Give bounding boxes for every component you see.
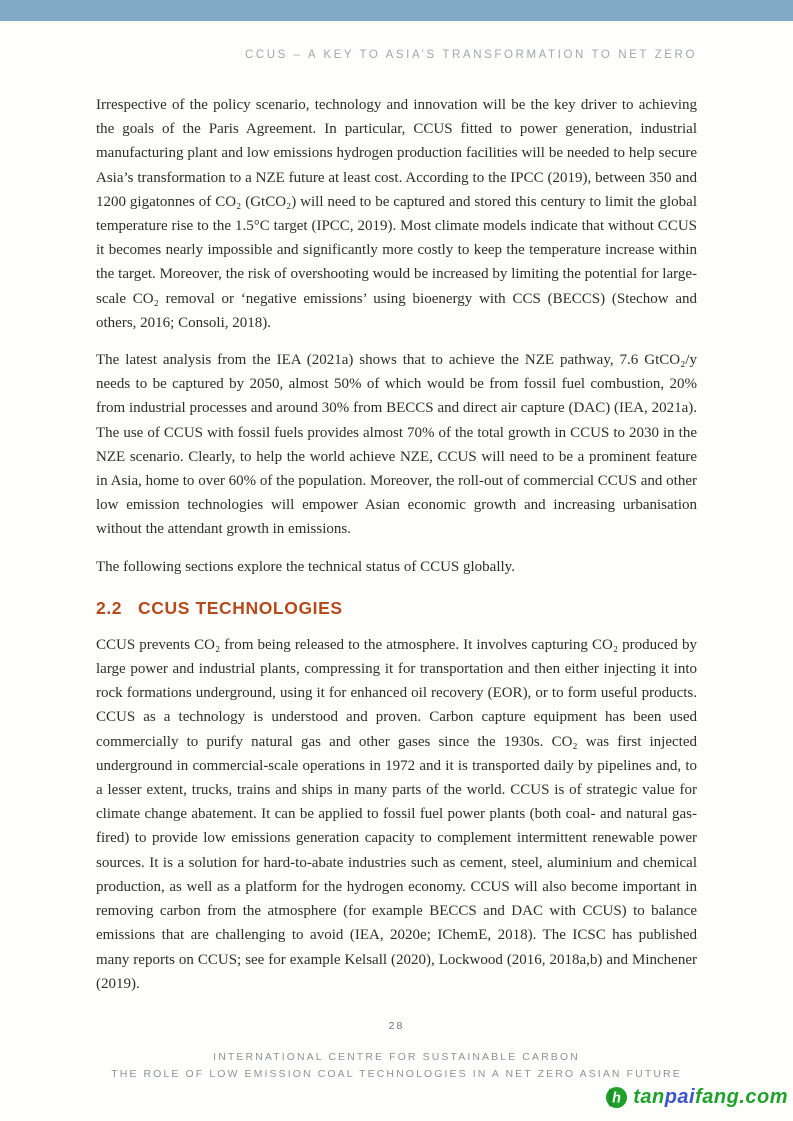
- watermark-text-part: pai: [664, 1086, 696, 1108]
- running-header-title: CCUS – A KEY TO ASIA’S TRANSFORMATION TO NET ZERO: [244, 49, 697, 61]
- watermark-text-part: fang.com: [695, 1086, 788, 1108]
- footer-report-title: THE ROLE OF LOW EMISSION COAL TECHNOLOGIES IN A NET ZERO ASIAN FUTURE: [111, 1068, 682, 1080]
- page-number: 28: [388, 1020, 405, 1032]
- body-paragraph: Irrespective of the policy scenario, technology and innovation will be the key driver to achieving the goals of the Paris Agreement. In particular, CCUS fitted to power generation, industrial manufacturing plant and low emissions hydrogen production facilities will be needed to help secure Asia’s transformation to a NZE future at least cost. According to the IPCC (2019), between 350 and 1200 gigatonnes of CO₂ (GtCO₂) will need to be captured and stored this century to limit the global temperature rise to the 1.5°C target (IPCC, 2019). Most climate models indicate that without CCUS it becomes nearly impossible and significantly more costly to keep the temperature increase within the target. Moreover, the risk of overshooting would be increased by limiting the potential for large-scale CO₂ removal or ‘negative emissions’ using bioenergy with CCS (BECCS) (Stechow and others, 2016; Consoli, 2018).: [96, 97, 697, 331]
- svg-text:h: h: [612, 1090, 622, 1107]
- text-column: [96, 93, 697, 1009]
- top-accent-bar: [0, 0, 793, 21]
- body-paragraph: The latest analysis from the IEA (2021a) shows that to achieve the NZE pathway, 7.6 GtCO₂/y needs to be captured by 2050, almost 50% of which would be from fossil fuel combustion, 20% from industrial processes and around 30% from BECCS and direct air capture (DAC) (IEA, 2021a). The use of CCUS with fossil fuels provides almost 70% of the total growth in CCUS to 2030 in the NZE scenario. Clearly, to help the world achieve NZE, CCUS will need to be a prominent feature in Asia, home to over 60% of the population. Moreover, the roll-out of commercial CCUS and other low emission technologies will empower Asian economic growth and increasing urbanisation without the attendant growth in emissions.: [96, 352, 697, 538]
- section-heading: [96, 598, 697, 619]
- page-footer: [0, 1049, 793, 1083]
- section-title: CCUS TECHNOLOGIES: [138, 597, 343, 618]
- body-paragraph: CCUS prevents CO₂ from being released to the atmosphere. It involves capturing CO₂ produced by large power and industrial plants, compressing it for transportation and then either injecting it into rock formations underground, using it for enhanced oil recovery (EOR), or to form useful products. CCUS as a technology is understood and proven. Carbon capture equipment has been used commercially to purify natural gas and other gases since the 1930s. CO₂ was first injected underground in commercial-scale operations in 1972 and it is transported daily by pipelines and, to a lesser extent, trucks, trains and ships in many parts of the world. CCUS is of strategic value for climate change abatement. It can be applied to fossil fuel power plants (both coal- and natural gas-fired) to provide low emissions generation capacity to complement intermittent renewable power sources. It is a solution for hard-to-abate industries such as cement, steel, aluminium and chemical production, as well as a platform for the hydrogen economy. CCUS will also become important in removing carbon from the atmosphere (for example BECCS and DAC with CCUS) to balance emissions that are challenging to avoid (IEA, 2020e; IChemE, 2018). The ICSC has published many reports on CCUS; see for example Kelsall (2020), Lockwood (2016, 2018a,b) and Minchener (2019).: [96, 636, 697, 992]
- footer-organisation: INTERNATIONAL CENTRE FOR SUSTAINABLE CARBON: [213, 1051, 580, 1063]
- tanpaifang-watermark: [605, 1086, 788, 1109]
- watermark-text: [633, 1086, 788, 1109]
- body-paragraph: The following sections explore the technical status of CCUS globally.: [96, 558, 515, 575]
- tanpaifang-logo-icon: [605, 1086, 628, 1109]
- section-number: 2.2: [96, 597, 123, 618]
- watermark-text-part: tan: [633, 1086, 665, 1108]
